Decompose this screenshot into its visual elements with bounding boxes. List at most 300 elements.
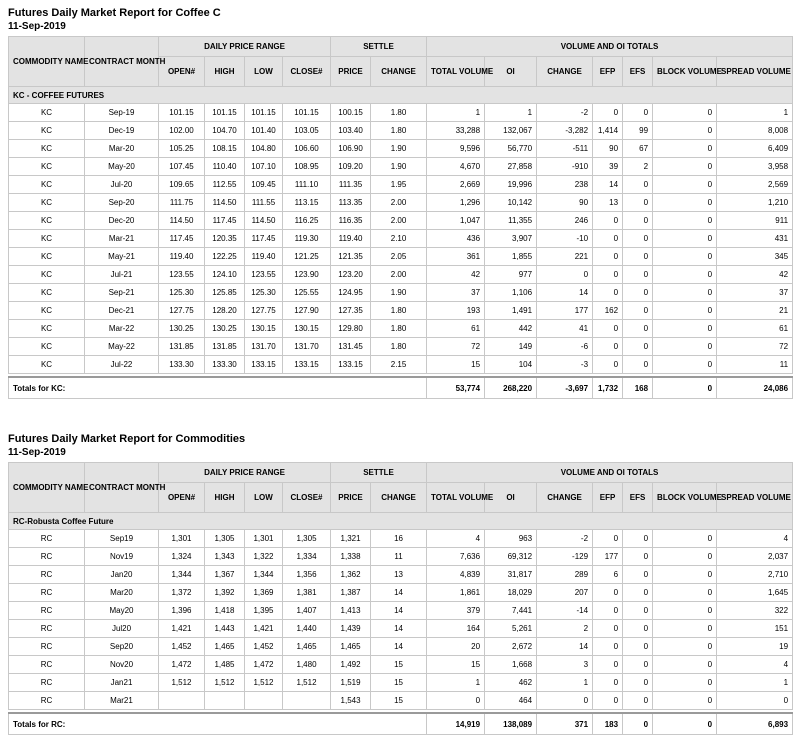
cell-total-volume: 1,047: [427, 212, 485, 230]
cell-block-volume: 0: [653, 674, 717, 692]
cell-efs: 0: [623, 530, 653, 548]
cell-efs: 0: [623, 266, 653, 284]
table-row: [9, 638, 793, 656]
cell-commodity: KC: [9, 284, 85, 302]
cell-settle-change: 15: [371, 656, 427, 674]
cell-commodity: KC: [9, 320, 85, 338]
cell-close: 130.15: [283, 320, 331, 338]
cell-oi: 18,029: [485, 584, 537, 602]
cell-oi: 19,996: [485, 176, 537, 194]
cell-contract-month: Nov19: [85, 548, 159, 566]
cell-total-volume: 37: [427, 284, 485, 302]
cell-close: 1,305: [283, 530, 331, 548]
cell-settle-price: 1,413: [331, 602, 371, 620]
cell-block-volume: 0: [653, 356, 717, 374]
col-efp: EFP: [593, 483, 623, 513]
cell-settle-price: 111.35: [331, 176, 371, 194]
totals-change: 371: [537, 713, 593, 735]
cell-spread-volume: 1: [717, 674, 793, 692]
cell-efs: 0: [623, 674, 653, 692]
group-daily-price-range: DAILY PRICE RANGE: [159, 37, 331, 57]
cell-efp: 0: [593, 674, 623, 692]
cell-total-volume: 1,296: [427, 194, 485, 212]
cell-oi: 132,067: [485, 122, 537, 140]
cell-oi-change: 207: [537, 584, 593, 602]
cell-high: 110.40: [205, 158, 245, 176]
cell-oi: 27,858: [485, 158, 537, 176]
cell-close: 131.70: [283, 338, 331, 356]
cell-settle-change: 2.00: [371, 266, 427, 284]
cell-block-volume: 0: [653, 122, 717, 140]
cell-spread-volume: 322: [717, 602, 793, 620]
col-open: OPEN#: [159, 483, 205, 513]
cell-close: 108.95: [283, 158, 331, 176]
cell-spread-volume: 4: [717, 656, 793, 674]
cell-oi: 149: [485, 338, 537, 356]
cell-efp: 0: [593, 320, 623, 338]
col-commodity-name: COMMODITY NAME: [9, 463, 85, 513]
cell-oi-change: -511: [537, 140, 593, 158]
totals-block-volume: 0: [653, 377, 717, 399]
market-table: [8, 462, 793, 735]
cell-low: 1,301: [245, 530, 283, 548]
cell-oi-change: 0: [537, 692, 593, 710]
cell-total-volume: 42: [427, 266, 485, 284]
cell-low: 1,472: [245, 656, 283, 674]
cell-oi-change: -2: [537, 104, 593, 122]
cell-spread-volume: 2,569: [717, 176, 793, 194]
cell-open: 114.50: [159, 212, 205, 230]
cell-commodity: KC: [9, 158, 85, 176]
cell-oi-change: -3: [537, 356, 593, 374]
cell-contract-month: Nov20: [85, 656, 159, 674]
cell-oi-change: 14: [537, 638, 593, 656]
cell-total-volume: 4,839: [427, 566, 485, 584]
cell-oi: 5,261: [485, 620, 537, 638]
group-settle: SETTLE: [331, 463, 427, 483]
cell-spread-volume: 8,008: [717, 122, 793, 140]
col-spread-volume: SPREAD VOLUME: [717, 57, 793, 87]
cell-commodity: KC: [9, 212, 85, 230]
cell-efp: 0: [593, 356, 623, 374]
group-volume-oi-totals: VOLUME AND OI TOTALS: [427, 463, 793, 483]
cell-high: 1,367: [205, 566, 245, 584]
cell-open: 107.45: [159, 158, 205, 176]
cell-low: 1,322: [245, 548, 283, 566]
cell-total-volume: 7,636: [427, 548, 485, 566]
cell-efs: 0: [623, 584, 653, 602]
cell-total-volume: 193: [427, 302, 485, 320]
cell-commodity: KC: [9, 104, 85, 122]
group-daily-price-range: DAILY PRICE RANGE: [159, 463, 331, 483]
cell-open: [159, 692, 205, 710]
table-row: [9, 302, 793, 320]
col-block-volume: BLOCK VOLUME: [653, 483, 717, 513]
cell-oi-change: -129: [537, 548, 593, 566]
cell-total-volume: 61: [427, 320, 485, 338]
cell-settle-change: 14: [371, 638, 427, 656]
cell-high: [205, 692, 245, 710]
cell-total-volume: 2,669: [427, 176, 485, 194]
cell-efp: 6: [593, 566, 623, 584]
cell-high: 130.25: [205, 320, 245, 338]
cell-block-volume: 0: [653, 692, 717, 710]
cell-commodity: RC: [9, 674, 85, 692]
cell-open: 117.45: [159, 230, 205, 248]
cell-efs: 0: [623, 104, 653, 122]
cell-contract-month: Jul-20: [85, 176, 159, 194]
cell-settle-price: 119.40: [331, 230, 371, 248]
cell-settle-change: 13: [371, 566, 427, 584]
cell-block-volume: 0: [653, 530, 717, 548]
cell-oi: 1,106: [485, 284, 537, 302]
cell-spread-volume: 2,037: [717, 548, 793, 566]
cell-oi: 462: [485, 674, 537, 692]
cell-commodity: RC: [9, 566, 85, 584]
cell-efs: 0: [623, 566, 653, 584]
cell-efs: 0: [623, 548, 653, 566]
cell-oi-change: 90: [537, 194, 593, 212]
cell-close: 103.05: [283, 122, 331, 140]
cell-total-volume: 9,596: [427, 140, 485, 158]
cell-block-volume: 0: [653, 266, 717, 284]
cell-block-volume: 0: [653, 566, 717, 584]
cell-block-volume: 0: [653, 104, 717, 122]
cell-settle-change: 1.90: [371, 140, 427, 158]
cell-commodity: KC: [9, 248, 85, 266]
totals-spread-volume: 6,893: [717, 713, 793, 735]
cell-total-volume: 436: [427, 230, 485, 248]
cell-oi: 31,817: [485, 566, 537, 584]
col-contract-month: CONTRACT MONTH: [85, 37, 159, 87]
cell-oi-change: -14: [537, 602, 593, 620]
coffee-c-report: [8, 6, 792, 399]
report-title: Futures Daily Market Report for Coffee C: [8, 7, 221, 19]
cell-commodity: KC: [9, 230, 85, 248]
cell-total-volume: 20: [427, 638, 485, 656]
col-oi: OI: [485, 57, 537, 87]
col-price: PRICE: [331, 57, 371, 87]
table-row: [9, 620, 793, 638]
cell-spread-volume: 61: [717, 320, 793, 338]
cell-spread-volume: 345: [717, 248, 793, 266]
table-row: [9, 122, 793, 140]
cell-settle-price: 106.90: [331, 140, 371, 158]
cell-spread-volume: 11: [717, 356, 793, 374]
cell-contract-month: Sep-19: [85, 104, 159, 122]
cell-high: 1,465: [205, 638, 245, 656]
cell-settle-change: 15: [371, 692, 427, 710]
cell-contract-month: Jul-22: [85, 356, 159, 374]
cell-contract-month: Sep19: [85, 530, 159, 548]
cell-total-volume: 15: [427, 356, 485, 374]
totals-body: [9, 710, 793, 735]
cell-oi-change: 238: [537, 176, 593, 194]
report-date: 11-Sep-2019: [8, 447, 66, 458]
cell-open: 111.75: [159, 194, 205, 212]
cell-efs: 0: [623, 356, 653, 374]
table-row: [9, 176, 793, 194]
cell-high: 120.35: [205, 230, 245, 248]
cell-contract-month: Mar20: [85, 584, 159, 602]
cell-commodity: RC: [9, 602, 85, 620]
totals-body: [9, 374, 793, 399]
cell-low: [245, 692, 283, 710]
cell-contract-month: Sep-21: [85, 284, 159, 302]
cell-efp: 1,414: [593, 122, 623, 140]
cell-low: 109.45: [245, 176, 283, 194]
cell-oi-change: -10: [537, 230, 593, 248]
cell-settle-change: 1.95: [371, 176, 427, 194]
cell-spread-volume: 1,645: [717, 584, 793, 602]
cell-oi: 1: [485, 104, 537, 122]
totals-block-volume: 0: [653, 713, 717, 735]
table-row: [9, 338, 793, 356]
cell-settle-price: 124.95: [331, 284, 371, 302]
cell-oi-change: 2: [537, 620, 593, 638]
cell-efs: 0: [623, 212, 653, 230]
cell-efp: 0: [593, 284, 623, 302]
cell-efs: 0: [623, 176, 653, 194]
cell-open: 123.55: [159, 266, 205, 284]
cell-close: 133.15: [283, 356, 331, 374]
cell-efs: 0: [623, 338, 653, 356]
section-row: [9, 513, 793, 530]
cell-total-volume: 379: [427, 602, 485, 620]
cell-spread-volume: 21: [717, 302, 793, 320]
cell-high: 112.55: [205, 176, 245, 194]
cell-efp: 90: [593, 140, 623, 158]
col-change: CHANGE: [371, 57, 427, 87]
cell-oi: 104: [485, 356, 537, 374]
cell-block-volume: 0: [653, 230, 717, 248]
cell-efs: 0: [623, 638, 653, 656]
cell-open: 1,344: [159, 566, 205, 584]
totals-row: [9, 713, 793, 735]
cell-high: 117.45: [205, 212, 245, 230]
cell-close: 116.25: [283, 212, 331, 230]
cell-low: 1,344: [245, 566, 283, 584]
cell-settle-price: 100.15: [331, 104, 371, 122]
totals-efp: 1,732: [593, 377, 623, 399]
cell-settle-price: 1,465: [331, 638, 371, 656]
cell-low: 1,369: [245, 584, 283, 602]
cell-open: 133.30: [159, 356, 205, 374]
table-row: [9, 674, 793, 692]
table-row: [9, 104, 793, 122]
cell-block-volume: 0: [653, 656, 717, 674]
cell-close: 1,381: [283, 584, 331, 602]
cell-low: 104.80: [245, 140, 283, 158]
cell-block-volume: 0: [653, 320, 717, 338]
cell-spread-volume: 72: [717, 338, 793, 356]
cell-close: 1,334: [283, 548, 331, 566]
cell-spread-volume: 431: [717, 230, 793, 248]
cell-settle-price: 1,519: [331, 674, 371, 692]
cell-low: 127.75: [245, 302, 283, 320]
cell-close: 1,356: [283, 566, 331, 584]
totals-row: [9, 377, 793, 399]
cell-spread-volume: 1,210: [717, 194, 793, 212]
cell-high: 125.85: [205, 284, 245, 302]
cell-efs: 0: [623, 602, 653, 620]
cell-low: 130.15: [245, 320, 283, 338]
cell-close: 1,407: [283, 602, 331, 620]
cell-settle-price: 1,338: [331, 548, 371, 566]
cell-oi: 963: [485, 530, 537, 548]
cell-commodity: RC: [9, 530, 85, 548]
cell-contract-month: Jan21: [85, 674, 159, 692]
cell-block-volume: 0: [653, 620, 717, 638]
cell-open: 105.25: [159, 140, 205, 158]
cell-settle-change: 2.00: [371, 212, 427, 230]
cell-settle-change: 1.80: [371, 338, 427, 356]
totals-efp: 183: [593, 713, 623, 735]
cell-settle-change: 2.00: [371, 194, 427, 212]
cell-open: 1,301: [159, 530, 205, 548]
cell-settle-price: 127.35: [331, 302, 371, 320]
cell-settle-price: 109.20: [331, 158, 371, 176]
cell-commodity: RC: [9, 548, 85, 566]
cell-efp: 0: [593, 266, 623, 284]
cell-close: 106.60: [283, 140, 331, 158]
section-row: [9, 87, 793, 104]
col-change: CHANGE: [371, 483, 427, 513]
cell-contract-month: Dec-21: [85, 302, 159, 320]
cell-oi-change: -910: [537, 158, 593, 176]
cell-oi: 2,672: [485, 638, 537, 656]
cell-settle-price: 1,492: [331, 656, 371, 674]
cell-commodity: KC: [9, 338, 85, 356]
table-row: [9, 356, 793, 374]
cell-commodity: RC: [9, 692, 85, 710]
cell-block-volume: 0: [653, 638, 717, 656]
table-body: [9, 513, 793, 710]
table-row: [9, 248, 793, 266]
cell-settle-change: 1.80: [371, 104, 427, 122]
cell-contract-month: Jan20: [85, 566, 159, 584]
cell-oi: 10,142: [485, 194, 537, 212]
group-settle: SETTLE: [331, 37, 427, 57]
cell-efp: 0: [593, 620, 623, 638]
table-row: [9, 212, 793, 230]
totals-change: -3,697: [537, 377, 593, 399]
cell-low: 1,421: [245, 620, 283, 638]
table-row: [9, 140, 793, 158]
table-row: [9, 230, 793, 248]
cell-spread-volume: 911: [717, 212, 793, 230]
cell-low: 125.30: [245, 284, 283, 302]
col-total-volume: TOTAL VOLUME: [427, 57, 485, 87]
cell-open: 1,324: [159, 548, 205, 566]
cell-close: 1,512: [283, 674, 331, 692]
cell-total-volume: 72: [427, 338, 485, 356]
cell-high: 124.10: [205, 266, 245, 284]
cell-oi: 1,855: [485, 248, 537, 266]
cell-close: [283, 692, 331, 710]
totals-total-volume: 14,919: [427, 713, 485, 735]
cell-settle-change: 1.80: [371, 122, 427, 140]
table-row: [9, 530, 793, 548]
cell-settle-price: 1,387: [331, 584, 371, 602]
cell-oi: 1,668: [485, 656, 537, 674]
cell-efs: 99: [623, 122, 653, 140]
table-row: [9, 566, 793, 584]
cell-settle-change: 14: [371, 602, 427, 620]
totals-label: Totals for KC:: [9, 377, 427, 399]
table-row: [9, 656, 793, 674]
cell-contract-month: May-20: [85, 158, 159, 176]
cell-settle-change: 1.90: [371, 158, 427, 176]
cell-settle-price: 121.35: [331, 248, 371, 266]
table-row: [9, 584, 793, 602]
cell-low: 1,395: [245, 602, 283, 620]
cell-high: 104.70: [205, 122, 245, 140]
cell-open: 101.15: [159, 104, 205, 122]
cell-contract-month: Dec-19: [85, 122, 159, 140]
cell-open: 1,421: [159, 620, 205, 638]
cell-contract-month: Sep-20: [85, 194, 159, 212]
cell-high: 133.30: [205, 356, 245, 374]
cell-contract-month: Mar21: [85, 692, 159, 710]
cell-settle-price: 113.35: [331, 194, 371, 212]
section-label: RC-Robusta Coffee Future: [9, 513, 793, 530]
cell-open: 1,512: [159, 674, 205, 692]
cell-settle-change: 2.05: [371, 248, 427, 266]
cell-spread-volume: 6,409: [717, 140, 793, 158]
cell-settle-change: 14: [371, 620, 427, 638]
table-row: [9, 692, 793, 710]
cell-block-volume: 0: [653, 302, 717, 320]
cell-low: 123.55: [245, 266, 283, 284]
cell-close: 1,480: [283, 656, 331, 674]
cell-low: 107.10: [245, 158, 283, 176]
cell-low: 101.40: [245, 122, 283, 140]
cell-commodity: KC: [9, 266, 85, 284]
cell-settle-change: 16: [371, 530, 427, 548]
cell-efp: 0: [593, 104, 623, 122]
cell-contract-month: Dec-20: [85, 212, 159, 230]
cell-total-volume: 1: [427, 674, 485, 692]
cell-close: 123.90: [283, 266, 331, 284]
cell-close: 113.15: [283, 194, 331, 212]
cell-block-volume: 0: [653, 284, 717, 302]
cell-close: 119.30: [283, 230, 331, 248]
cell-efs: 0: [623, 248, 653, 266]
cell-efs: 0: [623, 302, 653, 320]
cell-oi-change: 3: [537, 656, 593, 674]
cell-close: 127.90: [283, 302, 331, 320]
cell-block-volume: 0: [653, 584, 717, 602]
section-label: KC - COFFEE FUTURES: [9, 87, 793, 104]
cell-oi: 977: [485, 266, 537, 284]
table-row: [9, 548, 793, 566]
cell-commodity: KC: [9, 176, 85, 194]
cell-efp: 0: [593, 584, 623, 602]
cell-total-volume: 1: [427, 104, 485, 122]
cell-settle-price: 1,439: [331, 620, 371, 638]
cell-high: 1,343: [205, 548, 245, 566]
cell-efp: 0: [593, 248, 623, 266]
cell-efp: 0: [593, 230, 623, 248]
col-oi: OI: [485, 483, 537, 513]
cell-total-volume: 4,670: [427, 158, 485, 176]
col-close: CLOSE#: [283, 57, 331, 87]
cell-block-volume: 0: [653, 602, 717, 620]
cell-close: 101.15: [283, 104, 331, 122]
cell-open: 125.30: [159, 284, 205, 302]
cell-contract-month: Sep20: [85, 638, 159, 656]
